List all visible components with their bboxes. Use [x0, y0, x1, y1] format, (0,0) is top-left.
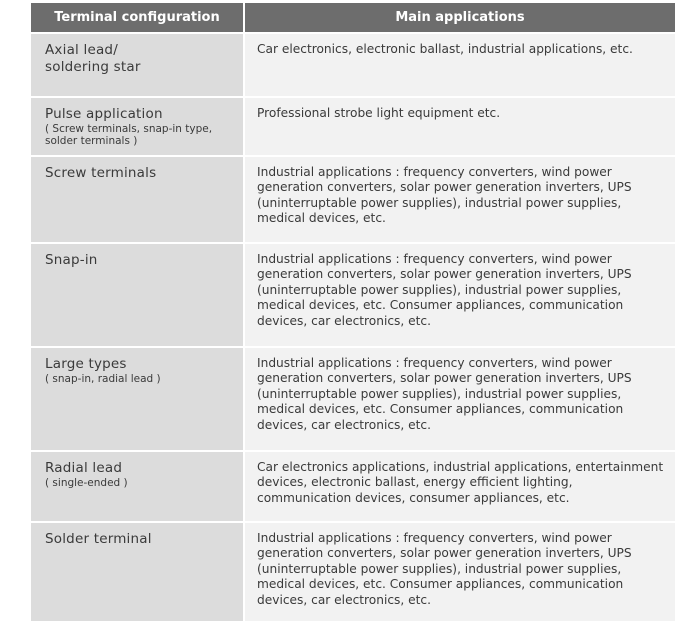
terminal-cell: [31, 98, 245, 155]
table-row: [31, 244, 675, 348]
applications-cell: Industrial applications : frequency converters, wind power generation converters, solar power generation inverters, UPS (uninterruptable power supplies), industrial power supplies, medical devices, etc.: [245, 157, 675, 242]
applications-cell: Industrial applications : frequency converters, wind power generation converters, solar power generation inverters, UPS (uninterruptable power supplies), industrial power supplies, medical devices, etc. Consumer appliances, communication devices, car electronics, etc.: [245, 348, 675, 450]
terminal-cell: [31, 34, 245, 96]
table-row: [31, 452, 675, 523]
terminal-cell: [31, 348, 245, 450]
terminal-name: Screw terminals: [45, 164, 157, 181]
table-row: [31, 523, 675, 621]
terminal-name: Snap-in: [45, 251, 98, 268]
applications-cell: Industrial applications : frequency converters, wind power generation converters, solar power generation inverters, UPS (uninterruptable power supplies), industrial power supplies, medical devices, etc. Consumer appliances, communication devices, car electronics, etc.: [245, 523, 675, 621]
terminal-cell: [31, 157, 245, 242]
table-header-row: [31, 3, 675, 34]
terminal-cell: [31, 244, 245, 346]
terminal-subtitle: ( single-ended ): [45, 476, 128, 489]
applications-cell: Car electronics, electronic ballast, industrial applications, etc.: [245, 34, 675, 96]
applications-cell: Car electronics applications, industrial applications, entertainment devices, electronic ballast, energy efficient lighting, communication devices, consumer appliances, etc.: [245, 452, 675, 521]
applications-table: [31, 3, 675, 621]
terminal-name: Radial lead: [45, 459, 123, 476]
terminal-name: Pulse application: [45, 105, 163, 122]
header-terminal-configuration: Terminal configuration: [31, 3, 245, 32]
header-main-applications: Main applications: [245, 3, 675, 32]
table-row: [31, 157, 675, 244]
table-row: [31, 348, 675, 452]
terminal-subtitle: ( snap-in, radial lead ): [45, 372, 161, 385]
table-row: [31, 98, 675, 157]
applications-cell: Industrial applications : frequency converters, wind power generation converters, solar power generation inverters, UPS (uninterruptable power supplies), industrial power supplies, medical devices, etc. Consumer appliances, communication devices, car electronics, etc.: [245, 244, 675, 346]
terminal-subtitle: ( Screw terminals, snap-in type, solder terminals ): [45, 122, 213, 148]
applications-cell: Professional strobe light equipment etc.: [245, 98, 675, 155]
terminal-cell: [31, 452, 245, 521]
terminal-name: Axial lead/ soldering star: [45, 41, 141, 75]
terminal-cell: [31, 523, 245, 621]
terminal-name: Solder terminal: [45, 530, 152, 547]
table-row: [31, 34, 675, 98]
terminal-name: Large types: [45, 355, 127, 372]
